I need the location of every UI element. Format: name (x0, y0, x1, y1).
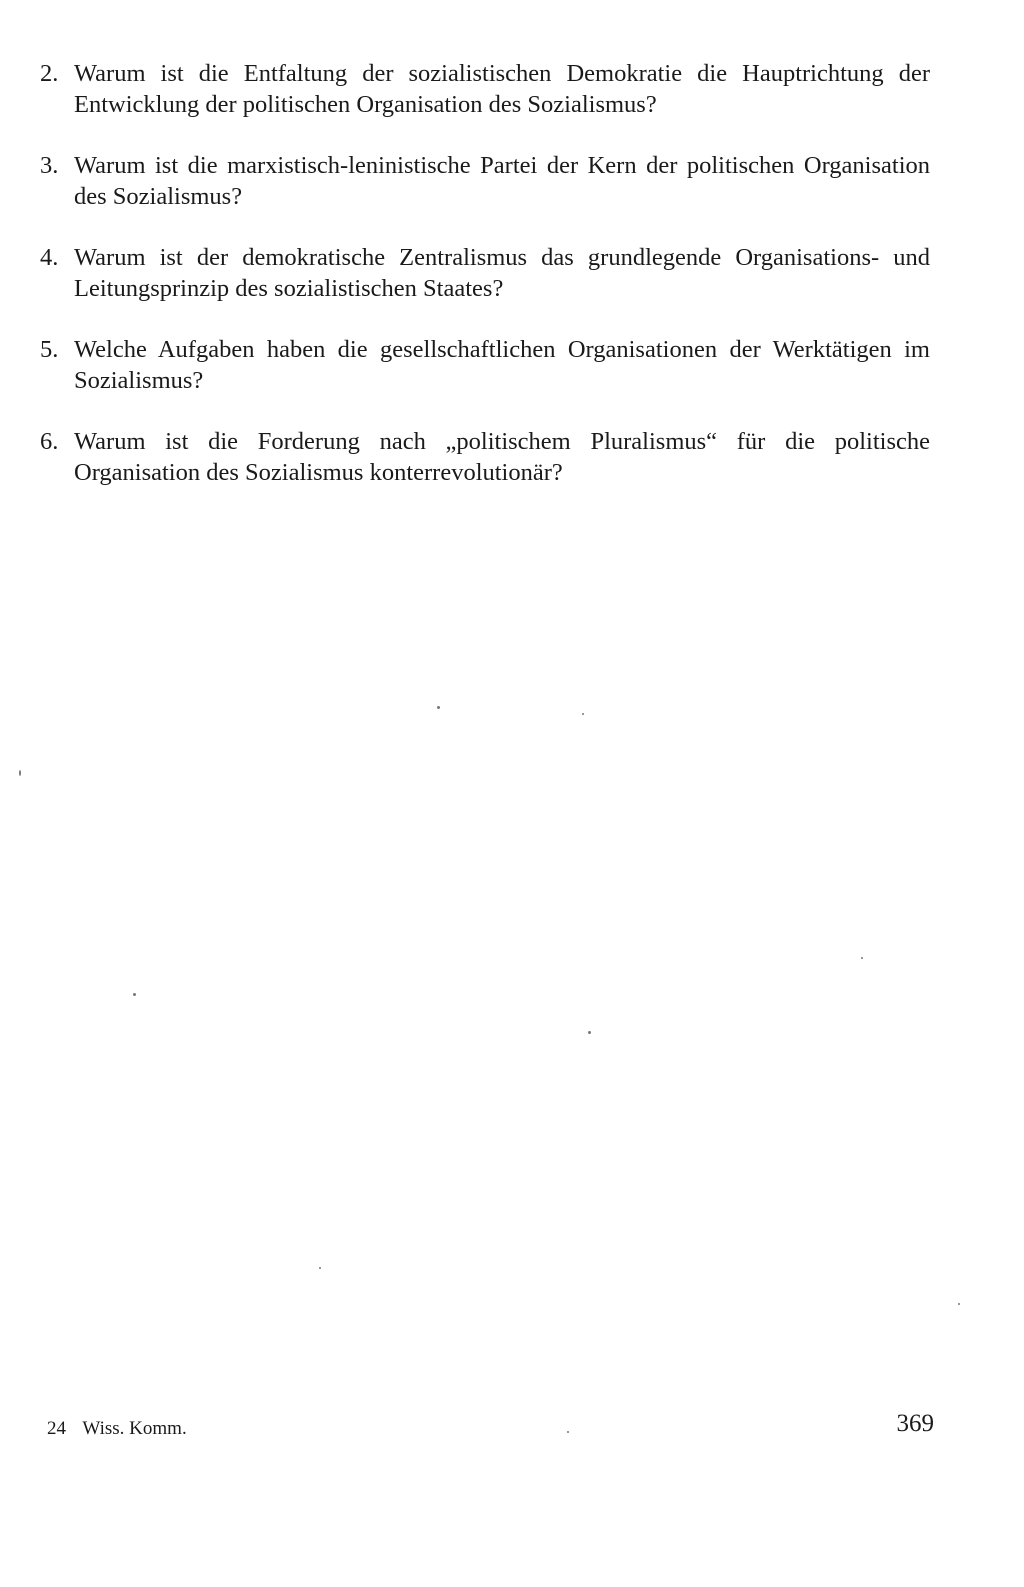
scan-speck (958, 1303, 960, 1305)
question-text: Warum ist der demokratische Zentralismus das grundlegende Organisations- und Leitungsprinzip des sozialistischen Staates? (74, 244, 930, 302)
question-text: Warum ist die marxistisch-leninistische Partei der Kern der politischen Organisation des Sozialismus? (74, 152, 930, 210)
question-number: 2. (40, 60, 59, 87)
question-item (40, 242, 930, 304)
scan-speck (319, 1267, 321, 1269)
question-number: 4. (40, 244, 59, 271)
question-number: 3. (40, 152, 59, 179)
scan-speck (133, 993, 136, 996)
footer-signature-line (47, 1417, 187, 1441)
page-number: 369 (896, 1410, 934, 1437)
question-text: Welche Aufgaben haben die gesellschaftlichen Organisationen der Werktätigen im Sozialismus? (74, 336, 930, 394)
question-item (40, 334, 930, 396)
question-text: Warum ist die Forderung nach „politischem Pluralismus“ für die politische Organisation des Sozialismus konterrevolutionär? (74, 428, 930, 486)
question-list (40, 58, 930, 518)
scan-speck (861, 957, 863, 959)
footer-short-title: Wiss. Komm. (82, 1418, 187, 1439)
question-number: 5. (40, 336, 59, 363)
question-item (40, 426, 930, 488)
scan-speck (19, 770, 21, 776)
scan-speck (588, 1031, 591, 1034)
question-number: 6. (40, 428, 59, 455)
question-text: Warum ist die Entfaltung der sozialistischen Demokratie die Hauptrichtung der Entwicklung der politischen Organisation des Sozialismus? (74, 60, 930, 118)
footer-signature: 24 (47, 1418, 66, 1439)
scan-speck (437, 706, 440, 709)
scan-speck (582, 713, 584, 715)
scan-speck (567, 1431, 569, 1433)
question-item (40, 58, 930, 120)
question-item (40, 150, 930, 212)
